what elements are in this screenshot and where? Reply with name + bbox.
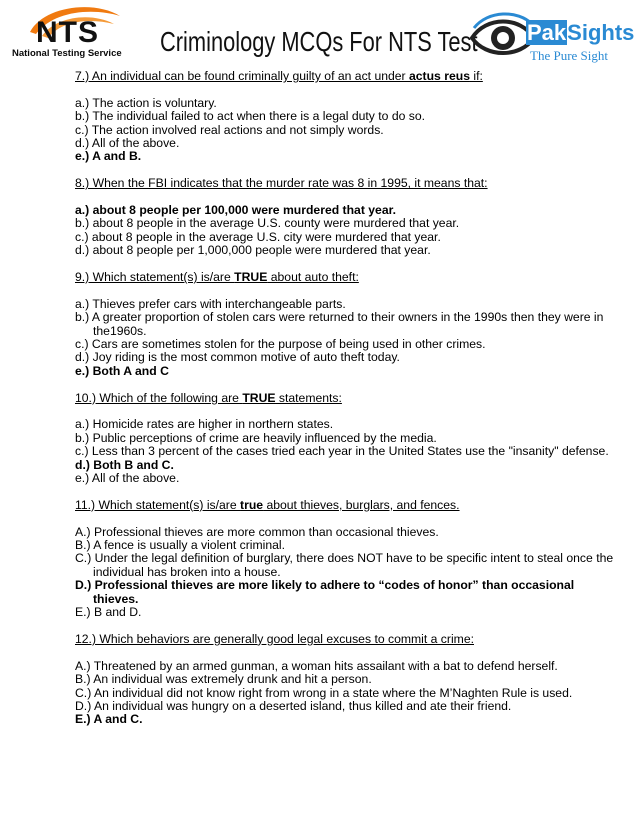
answer-option-correct: a.) about 8 people per 100,000 were murdered that year. <box>75 203 397 218</box>
answer-option-correct: E.) A and C. <box>75 712 143 727</box>
answer-option: c.) Cars are sometimes stolen for the purpose of being used in other crimes. <box>75 337 486 352</box>
question-text <box>75 70 620 83</box>
question-text-pre: 7.) An individual can be found criminally guilty of an act under <box>75 69 409 83</box>
answer-option: b.) A greater proportion of stolen cars were returned to their owners in the 1990s then they were in the1960s. <box>75 310 604 338</box>
brand-tagline: The Pure Sight <box>530 48 608 63</box>
question-text-pre: 8.) When the FBI indicates that the murder rate was 8 in 1995, it means that: <box>75 176 488 191</box>
question-text <box>75 177 620 190</box>
answer-option: A.) Threatened by an armed gunman, a woman hits assailant with a bat to defend herself. <box>75 658 558 673</box>
answer-option: e.) All of the above. <box>75 471 180 486</box>
answer-option-correct: D.) Professional thieves are more likely to adhere to “codes of honor” than occasional thieves. <box>75 578 575 606</box>
answer-option: c.) Less than 3 percent of the cases tried each year in the United States use the "insanity" defense. <box>75 444 609 459</box>
answer-option: E.) B and D. <box>75 605 142 620</box>
question-block <box>75 70 620 164</box>
brand-pak: Pak <box>527 20 567 45</box>
answer-option-correct: d.) Both B and C. <box>75 457 174 472</box>
answer-option: d.) about 8 people per 1,000,000 people were murdered that year. <box>75 243 431 258</box>
question-text <box>75 499 620 512</box>
answer-option: C.) An individual did not know right from wrong in a state where the M’Naghten Rule is used. <box>75 685 573 700</box>
page-title: Criminology MCQs For NTS Test <box>160 26 478 57</box>
page-header <box>0 0 638 72</box>
answer-option-correct: e.) Both A and C <box>75 363 169 378</box>
question-text-pre: 10.) Which of the following are <box>75 390 243 405</box>
brand-name <box>526 20 634 46</box>
answer-option: D.) An individual was hungry on a deserted island, thus killed and ate their friend. <box>75 698 512 713</box>
question-keyword: TRUE <box>242 390 276 405</box>
nts-subtitle: National Testing Service <box>12 48 122 59</box>
question-text-pre: 9.) Which statement(s) is/are <box>75 270 235 285</box>
question-keyword: TRUE <box>234 270 268 285</box>
answer-option: b.) Public perceptions of crime are heavily influenced by the media. <box>75 430 437 445</box>
answer-option: b.) about 8 people in the average U.S. county were murdered that year. <box>75 216 460 231</box>
question-text-post: about thieves, burglars, and fences. <box>263 497 460 512</box>
answer-option: a.) Thieves prefer cars with interchangeable parts. <box>75 296 346 311</box>
question-keyword: true <box>240 497 264 512</box>
question-block <box>75 392 620 486</box>
question-text <box>75 271 620 284</box>
answer-option: c.) The action involved real actions and not simply words. <box>75 122 384 137</box>
question-text <box>75 633 620 646</box>
brand-sights: Sights <box>567 20 635 45</box>
answer-option: d.) Joy riding is the most common motive of auto theft today. <box>75 350 400 365</box>
question-keyword: actus reus <box>409 69 470 83</box>
mcq-content <box>75 70 620 740</box>
question-text-post: about auto theft: <box>267 270 359 285</box>
question-block <box>75 633 620 727</box>
question-block <box>75 499 620 620</box>
question-block <box>75 177 620 257</box>
question-text-pre: 12.) Which behaviors are generally good legal excuses to commit a crime: <box>75 631 474 646</box>
answer-option: C.) Under the legal definition of burglary, there does NOT have to be specific intent to steal once the individual has broken into a house. <box>75 551 614 579</box>
question-block <box>75 271 620 378</box>
answer-option: B.) A fence is usually a violent criminal. <box>75 538 285 553</box>
paksights-logo <box>468 8 636 68</box>
answer-option: c.) about 8 people in the average U.S. city were murdered that year. <box>75 229 441 244</box>
question-text-pre: 11.) Which statement(s) is/are <box>75 497 241 512</box>
question-text-post: statements: <box>275 390 342 405</box>
answer-option: a.) Homicide rates are higher in northern states. <box>75 417 334 432</box>
nts-letters: NTS <box>36 16 99 49</box>
answer-option: A.) Professional thieves are more common than occasional thieves. <box>75 524 439 539</box>
answer-option: a.) The action is voluntary. <box>75 95 217 110</box>
answer-option: B.) An individual was extremely drunk and hit a person. <box>75 672 372 687</box>
answer-option: d.) All of the above. <box>75 136 180 151</box>
question-text <box>75 392 620 405</box>
answer-option: b.) The individual failed to act when there is a legal duty to do so. <box>75 109 426 124</box>
question-text-post: if: <box>469 69 483 83</box>
answer-option-correct: e.) A and B. <box>75 149 142 164</box>
nts-logo <box>6 2 156 62</box>
